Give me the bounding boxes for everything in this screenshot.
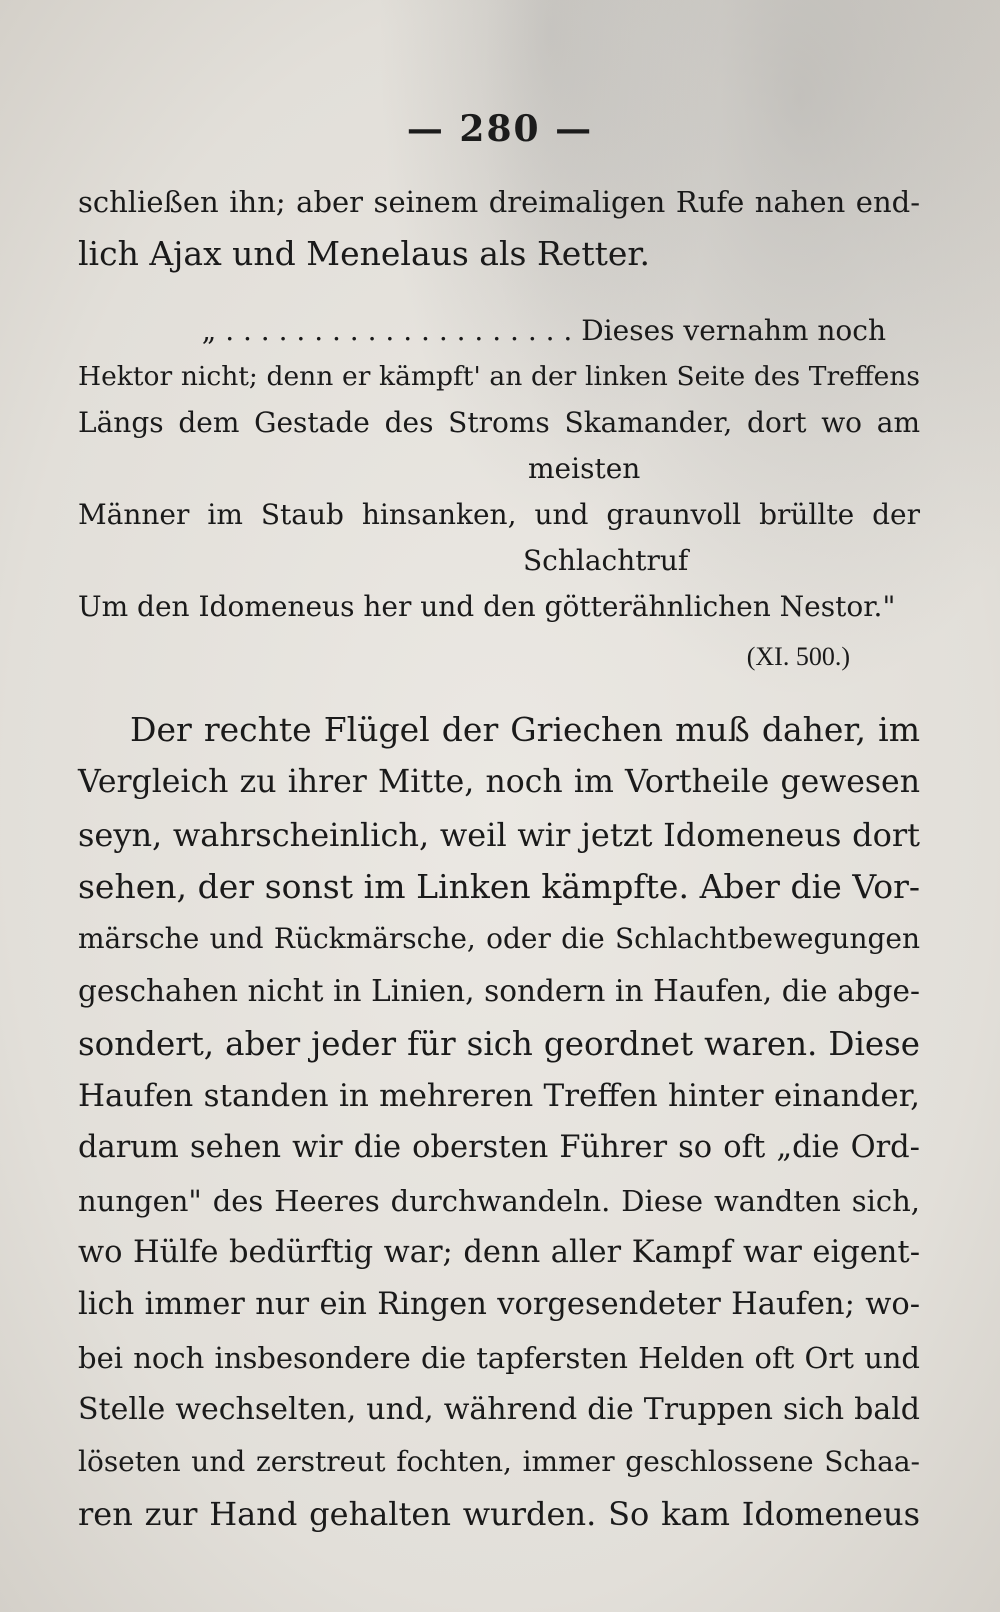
verse-line: Längs dem Gestade des Stroms Skamander, dort wo am (78, 406, 920, 439)
paragraph-continuation (78, 176, 920, 281)
page-number: — 280 — (406, 108, 594, 150)
verse-line: Hektor nicht; denn er kämpft' an der linken Seite des Treffens (78, 361, 920, 392)
verse-line: Um den Idomeneus her und den götterähnlichen Nestor." (78, 590, 896, 623)
text-line: märsche und Rückmärsche, oder die Schlachtbewegungen (78, 922, 920, 956)
text-line: Vergleich zu ihrer Mitte, noch im Vortheile gewesen (78, 764, 920, 801)
text-line: schließen ihn; aber seinem dreimaligen Rufe nahen end- (78, 185, 920, 219)
verse-line: Schlachtruf (523, 544, 689, 577)
text-line: wo Hülfe bedürftig war; denn aller Kampf war eigent- (78, 1234, 920, 1270)
text-line: seyn, wahrscheinlich, weil wir jetzt Idomeneus dort (78, 815, 920, 854)
text-line: nungen" des Heeres durchwandeln. Diese wandten sich, (78, 1183, 920, 1218)
text-line: darum sehen wir die obersten Führer so oft „die Ord- (78, 1130, 920, 1166)
text-line: bei noch insbesondere die tapfersten Helden oft Ort und (78, 1340, 920, 1375)
paragraph-main (78, 704, 920, 1541)
text-line: sehen, der sonst im Linken kämpfte. Aber die Vor- (78, 866, 920, 906)
text-line: lich immer nur ein Ringen vorgesendeter Haufen; wo- (78, 1287, 920, 1323)
verse-line: Männer im Staub hinsanken, und graunvoll brüllte der (78, 498, 920, 531)
text-line: sondert, aber jeder für sich geordnet waren. Diese (78, 1024, 920, 1063)
text-line: Haufen standen in mehreren Treffen hinter einander, (78, 1078, 920, 1115)
verse-line: „ . . . . . . . . . . . . . . . . . . . . Dieses vernahm noch (201, 314, 886, 347)
text-line: Der rechte Flügel der Griechen muß daher, im (130, 710, 920, 749)
text-line: geschahen nicht in Linien, sondern in Haufen, die abge- (78, 974, 920, 1009)
text-line: Stelle wechselten, und, während die Truppen sich bald (78, 1391, 920, 1427)
verse-citation: (XI. 500.) (746, 642, 850, 671)
text-line: ren zur Hand gehalten wurden. So kam Idomeneus (78, 1495, 920, 1534)
text-line: löseten und zerstreut fochten, immer geschlossene Schaa- (78, 1445, 920, 1479)
verse-line: meisten (528, 452, 641, 485)
text-line: lich Ajax und Menelaus als Retter. (78, 234, 651, 274)
quoted-verse (78, 308, 920, 630)
